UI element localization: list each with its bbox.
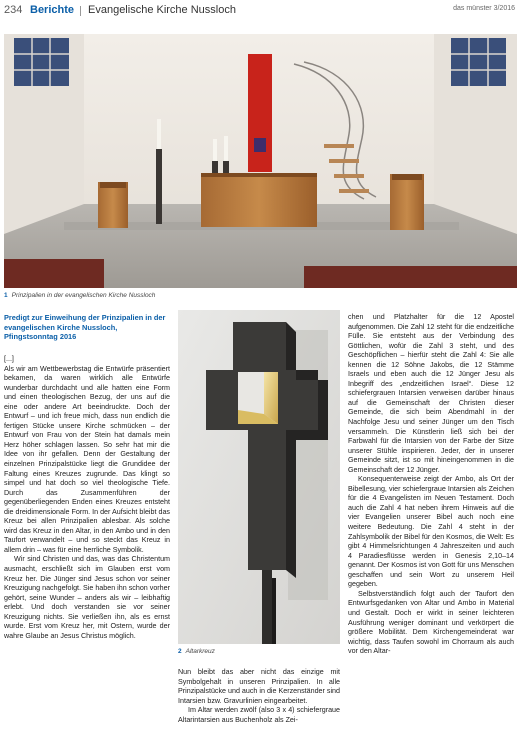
paragraph: Als wir am Wettbewerbstag die Entwürfe präsentiert bekamen, da waren wirklich alle Entwürfe wunderbar durchdacht und alle hatten eine Form und einen theologischen Bezug, der uns auf die eine oder andere Art beeindruckte. Doch der Entwurf – und ich freue mich, dass nun endlich die fertigen Stücke unsere Kirche schmücken – der Entwurf von Frau von der Stein hat damals mein Herz höher schlagen lassen. So sehr hat mir die Idee von ihr gefallen. Denn der Gestaltung der einzelnen Prinzipalstücke liegt die Grundidee der Faltung eines Kreuzes zugrunde. Das klingt so simpel und hat doch so viel theologische Tiefe. Durch das Zusammenführen der gegenüberliegenden Enden eines Kreuzes entsteht die dreidimensionale Form. In der Aufsicht bleibt das Kreuz bei allen Prinzipalien ablesbar. Als solche wird das Kreuz in den Altar, in den Ambo und in den Taufort verwandelt – und so steckt das Kreuz in allem drin – was für eine herrliche Symbolik. [4,364,170,554]
section-label: Berichte [30,4,75,16]
figure-1-caption-text: Prinzipalien in der evangelischen Kirche Nussloch [11,292,156,299]
paragraph: Wir sind Christen und das, was das Christentum ausmacht, erschließt sich im Glauben erst vom Kreuz her. Die Jünger sind Jesus schon vor seiner Kreuzigung nachgefolgt. Sie haben ihn schon vorher gehört, seine Wunder – anders als wir – leibhaftig erlebt. Und doch verstanden sie vor seiner Kreuzigung nichts. Sie verließen ihn, als es ernst wurde. Erst vom Kreuz her, mit Ostern, wurde der wahre Glaube an Jesus Christus möglich. [4,555,170,640]
text-column-3 [348,313,514,657]
issue-label: das münster 3/2016 [453,5,515,12]
page-header [0,0,523,26]
figure-2-caption [178,648,215,655]
paragraph: [...] [4,355,14,363]
text-column-1 [4,355,170,641]
page-number: 234 [4,4,23,16]
article-title: Predigt zur Einweihung der Prinzipalien in der evangelischen Kirche Nussloch, Pfingstsonntag 2016 [4,313,166,342]
article-topic: Evangelische Kirche Nussloch [88,4,236,16]
figure-2-number: 2 [178,648,182,655]
paragraph: Selbstverständlich folgt auch der Taufort den Entwurfsgedanken von Altar und Ambo in Material und Gestalt. Doch er wirkt in seiner leichteren Ausführung weniger dominant und verkörpert die größere Mobilität. Dem Kirchengemeinderat war wichtig, dass Taufen sowohl im Chorraum als auch vor den Altar- [348,589,514,656]
figure-1-caption [4,292,155,299]
paragraph: Nun bleibt das aber nicht das einzige mit Symbolgehalt in unseren Prinzipalien. In alle Prinzipalstücke und auch in die Kerzenständer sind Intarsien bzw. Gravurlinien eingearbeitet. [178,668,340,705]
figure-2-caption-text: Altarkreuz [185,648,215,655]
header-divider [80,6,81,16]
altar-cross-photo [178,310,340,644]
text-column-2 [178,668,340,725]
church-interior-photo [4,34,517,288]
paragraph: chen und Platzhalter für die 12 Apostel aufgenommen. Die Zahl 12 steht für die endzeitliche Fülle. Sie entsteht aus der Verbindung des Göttlichen, wofür die Zahl 3 steht, und des Geschöpflichen – hierfür steht die Zahl 4: Sie alle kennen die 12 Söhne Jakobs, die 12 Stämme Israels und eben auch die 12 Jünger Jesu als Inbegriff des „endzeitlichen Israel“. Diese 12 schiefergrauen Intarsien verweisen darüber hinaus auf die Gemeinschaft der Christen dieser Gemeinde, die sich beim Abendmahl in der Nachfolge Jesu und seiner Jünger um den Tisch versammeln. Die Künstlerin ließ sich bei der Farbwahl für die Intarsien von der Farbe der Sitze unserer Stühle inspirieren. Jeder, der in unserer Gemeinde sitzt, ist so mit hineingenommen in die Gemeinschaft der 12 Jünger. [348,313,514,474]
paragraph: Im Altar werden zwölf (also 3 x 4) schiefergraue Altarintarsien aus Buchenholz als Zei- [178,706,340,724]
figure-1-number: 1 [4,292,8,299]
paragraph: Konsequenterweise zeigt der Ambo, als Ort der Bibellesung, vier schiefergraue Intarsien als Zeichen für die 4 Evangelisten im Neuen Testament. Doch auch die Zahl 4 hat neben ihrem Hinweis auf die vier Evangelien unserer Bibel auch noch eine weitere Bedeutung. Die Zahl 4 steht in der Zahlsymbolik der Bibel für den Kosmos, die Welt: Es gibt 4 Himmelsrichtungen 4 Jahreszeiten und auch 4 Paradiesflüsse werden in Genesis 2,10–14 genannt. Der Kosmos ist von Gott für uns Menschen geschaffen und sein Wort zu unserem Heil gegeben. [348,475,514,589]
